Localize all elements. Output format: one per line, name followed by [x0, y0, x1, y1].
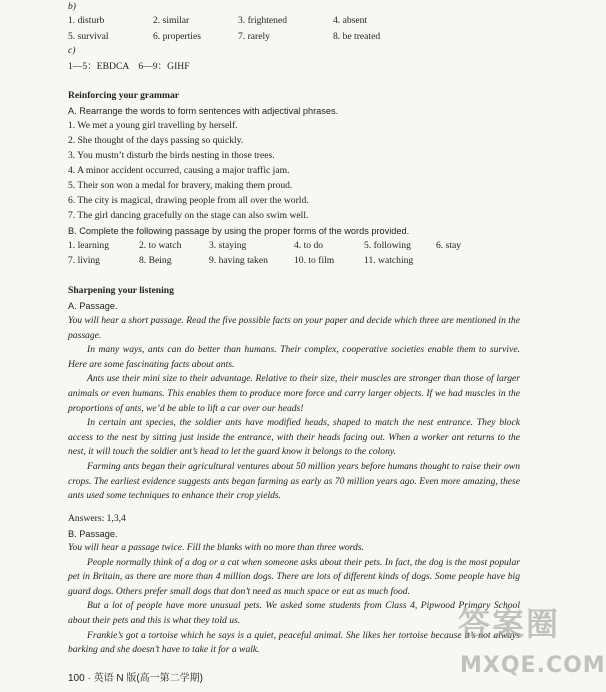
grammar-a-item: 2. She thought of the days passing so quickly.: [68, 135, 244, 146]
listening-a-title: A. Passage.: [68, 301, 118, 311]
b-item: 5. survival: [68, 31, 109, 42]
b-row-2: [68, 30, 565, 45]
listening-b-instruction: You will hear a passage twice. Fill the blanks with no more than three words.: [68, 542, 364, 553]
grammar-a-item: 4. A minor accident occurred, causing a major traffic jam.: [68, 165, 290, 176]
b-row-1: [68, 14, 565, 29]
listening-b-paragraph: But a lot of people have more unusual pets. We asked some students from Class 4, Pipwood Primary School about their pets and this is what they told us.: [68, 600, 520, 626]
grammar-b-item: 11. watching: [364, 255, 414, 266]
grammar-a-item: 7. The girl dancing gracefully on the stage can also swim well.: [68, 210, 309, 221]
grammar-b-item: 3. staying: [209, 240, 247, 251]
reinforcing-title: Reinforcing your grammar: [68, 90, 180, 101]
grammar-b-item: 6. stay: [436, 240, 462, 251]
b-item: 3. frightened: [238, 15, 288, 26]
grammar-a-title: A. Rearrange the words to form sentences with adjectival phrases.: [68, 106, 339, 116]
b-item: 1. disturb: [68, 15, 105, 26]
grammar-a-item: 6. The city is magical, drawing people from all over the world.: [68, 195, 309, 206]
grammar-b-item: 1. learning: [68, 240, 110, 251]
watermark-top-text: 答案圈: [458, 605, 561, 643]
grammar-b-item: 5. following: [364, 240, 411, 251]
listening-b-paragraph: Frankie’s got a tortoise which he says is a quiet, peaceful animal. She likes her tortoise because it’s not always barking and she doesn’t have to take it for a walk.: [68, 629, 520, 656]
listening-title: Sharpening your listening: [68, 285, 174, 296]
listening-a-paragraph: In certain ant species, the soldier ants have modified heads, shaped to match the nest entrance. They block access to the nest by sitting just inside the entrance, with their heads facing out. When a worker ant returns to the nest, it will touch the soldier ant’s head to let the guard know it belongs to the colony.: [68, 417, 520, 458]
grammar-a-item: 1. We met a young girl travelling by herself.: [68, 120, 238, 131]
grammar-b-row-2: [68, 254, 565, 269]
grammar-b-item: 2. to watch: [139, 240, 182, 251]
section-c-header: c): [68, 45, 76, 56]
b-item: 4. absent: [333, 15, 368, 26]
grammar-b-row-1: [68, 239, 565, 254]
listening-b-paragraph: People normally think of a dog or a cat when someone asks about their pets. In fact, the dog is the most popular pet in Britain, as there are more than 4 million dogs. There are lots of different kinds of dogs. Some people have big guard dogs. Others prefer small dogs that don’t need as much space or eat as much food.: [68, 556, 520, 597]
listening-a-passage: [68, 314, 520, 504]
watermark-logo: [452, 605, 606, 691]
b-item: 8. be treated: [333, 31, 381, 42]
grammar-b-title: B. Complete the following passage by using the proper forms of the words provided.: [68, 226, 410, 236]
c-answer: 1—5：EBDCA 6—9：GIHF: [68, 61, 190, 72]
b-item: 7. rarely: [238, 31, 270, 42]
listening-a-paragraph: Ants use their mini size to their advantage. Relative to their size, their muscles are stronger than those of larger animals or even humans. This enables them to produce more force and carry larger objects. If we had muscles in the proportions of ants, we’d be able to lift a car over our heads!: [68, 373, 520, 414]
grammar-a-item: 3. You mustn’t disturb the birds nesting in those trees.: [68, 150, 275, 161]
grammar-b-item: 8. Being: [139, 255, 172, 266]
b-item: 2. similar: [153, 15, 190, 26]
listening-b-title: B. Passage.: [68, 529, 118, 539]
listening-a-answer: Answers: 1,3,4: [68, 513, 126, 524]
b-item: 6. properties: [153, 31, 201, 42]
page-footer: 100 · 英语 N 版(高一第二学期): [68, 673, 204, 684]
grammar-b-item: 7. living: [68, 255, 100, 266]
grammar-a-item: 5. Their son won a medal for bravery, making them proud.: [68, 180, 293, 191]
grammar-b-item: 10. to film: [294, 255, 335, 266]
listening-a-instruction: You will hear a short passage. Read the five possible facts on your paper and decide which three are mentioned in the passage.: [68, 315, 520, 341]
listening-a-paragraph: Farming ants began their agricultural ventures about 50 million years before humans thought to raise their own crops. The earliest evidence suggests ants began farming as early as 70 million years ago. Even more amazing, these ants used some techniques to enhance their crop yields.: [68, 460, 520, 502]
grammar-b-item: 4. to do: [294, 240, 324, 251]
watermark-bottom-text: MXQE.COM: [460, 653, 606, 678]
section-b-header: b): [68, 1, 76, 12]
grammar-b-item: 9. having taken: [209, 255, 268, 266]
listening-a-paragraph: In many ways, ants can do better than humans. Their complex, cooperative societies enable them to survive. Here are some fascinating facts about ants.: [68, 344, 520, 370]
